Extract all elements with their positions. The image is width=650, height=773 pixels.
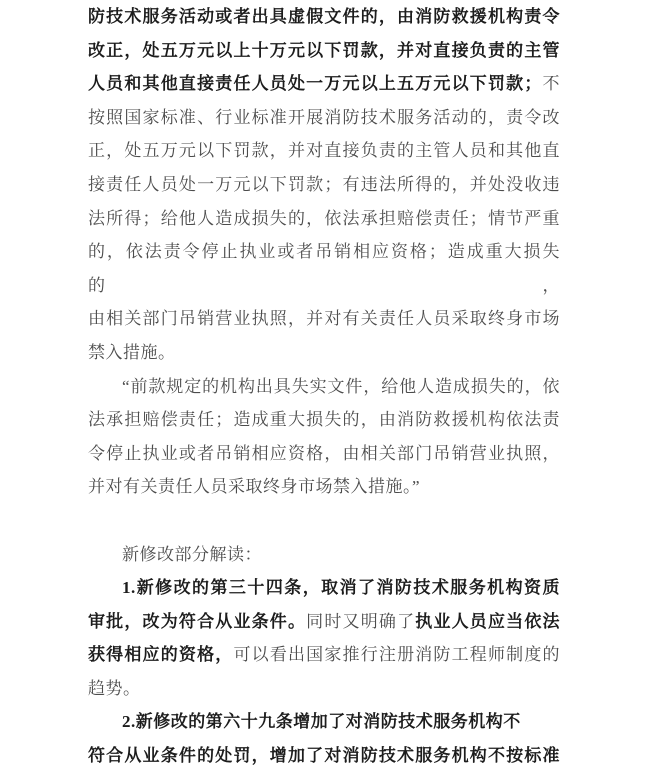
text-run: 并对有关责任人员采取终身市场禁入措施。” <box>88 477 421 497</box>
text-line <box>88 34 560 68</box>
bold-text-run: 执业人员应当依法 <box>415 611 561 631</box>
text-run: 的，依法责令停止执业或者吊销相应资格；造成重大损失的， <box>88 242 560 295</box>
text-line <box>88 403 560 437</box>
text-run: 不 <box>541 74 561 94</box>
bold-text-run: 改正，处五万元以上十万元以下罚款，并对直接负责的主管 <box>88 40 560 60</box>
text-line <box>88 470 560 504</box>
text-line <box>88 134 560 168</box>
text-run: 法所得；给他人造成损失的，依法承担赔偿责任；情节严重 <box>88 208 560 228</box>
text-line <box>88 370 560 404</box>
text-line <box>88 202 560 236</box>
text-line <box>88 0 560 34</box>
bold-text-run: 符合从业条件的处罚，增加了对消防技术服务机构不按标准 <box>88 746 560 766</box>
text-run: 令停止执业或者吊销相应资格，由相关部门吊销营业执照， <box>88 443 560 463</box>
bold-text-run: 审批，改为符合从业条件。 <box>88 611 307 631</box>
text-line <box>88 705 560 739</box>
text-line <box>88 67 560 101</box>
text-line <box>88 739 560 773</box>
text-run: 可以看出国家推行注册消防工程师制度的 <box>233 645 561 665</box>
text-line <box>88 672 560 706</box>
text-line <box>88 638 560 672</box>
text-run: 接责任人员处一万元以下罚款；有违法所得的，并处没收违 <box>88 174 560 194</box>
text-line <box>88 437 560 471</box>
text-run: “前款规定的机构出具失实文件，给他人造成损失的，依 <box>122 376 560 396</box>
text-line <box>88 336 560 370</box>
text-run: 趋势。 <box>88 678 141 698</box>
bold-text-run: 获得相应的资格， <box>88 645 234 665</box>
text-line <box>88 571 560 605</box>
text-run: 新修改部分解读： <box>122 544 262 564</box>
text-run: 同时又明确了 <box>306 611 416 631</box>
bold-text-run: 2.新修改的第六十九条增加了对消防技术服务机构不 <box>122 712 521 732</box>
text-line <box>88 101 560 135</box>
bold-text-run: 防技术服务活动或者出具虚假文件的，由消防救援机构责令 <box>88 7 560 26</box>
text-line <box>88 235 560 302</box>
text-run: 按照国家标准、行业标准开展消防技术服务活动的，责令改 <box>88 107 560 127</box>
bold-text-run: 人员和其他直接责任人员处一万元以上五万元以下罚款； <box>88 74 542 94</box>
text-line <box>88 605 560 639</box>
bold-text-run: 1.新修改的第三十四条，取消了消防技术服务机构资质 <box>122 578 560 598</box>
text-line <box>88 168 560 202</box>
text-run: 正，处五万元以下罚款，并对直接负责的主管人员和其他直 <box>88 141 560 161</box>
text-run: 由相关部门吊销营业执照，并对有关责任人员采取终身市场 <box>88 309 560 329</box>
blank-line <box>88 504 560 538</box>
text-run: 法承担赔偿责任；造成重大损失的，由消防救援机构依法责 <box>88 410 560 430</box>
text-line <box>88 538 560 572</box>
text-line <box>88 302 560 336</box>
text-run: 禁入措施。 <box>88 342 176 362</box>
